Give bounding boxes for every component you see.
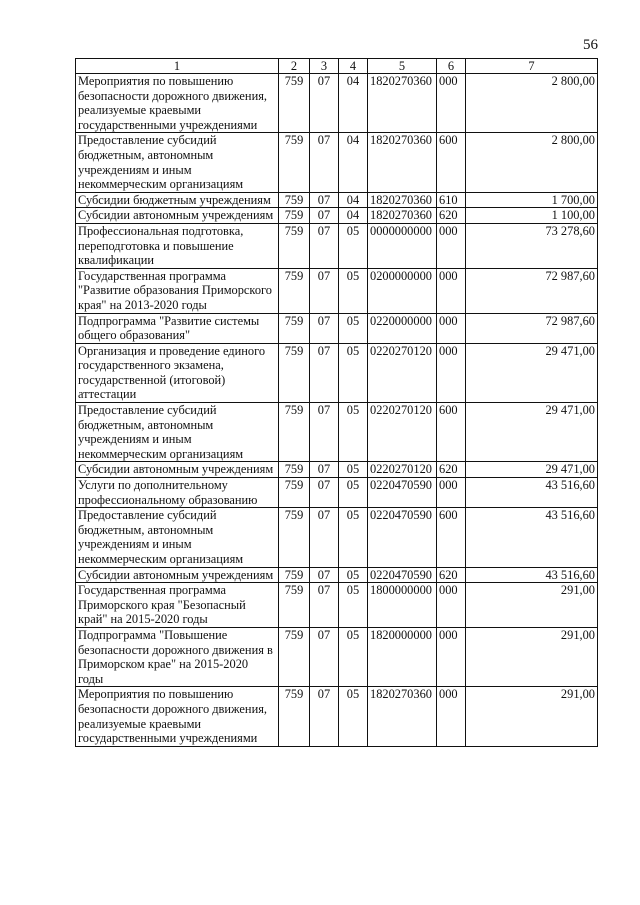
column-header: 3 [310,59,339,74]
cell-col6: 000 [437,343,466,402]
cell-col3: 07 [310,583,339,628]
table-row [76,478,598,508]
cell-col6: 620 [437,462,466,478]
cell-col3: 07 [310,508,339,567]
header-row [76,59,598,74]
table-row [76,462,598,478]
row-name: Предоставление субсидий бюджетным, автономным учреждениям и иным некоммерческим организациям [76,403,279,462]
row-amount: 72 987,60 [466,313,598,343]
cell-col4: 04 [339,74,368,133]
cell-col5: 0220470590 [368,478,437,508]
table-row [76,192,598,208]
row-amount: 291,00 [466,687,598,746]
cell-col4: 05 [339,583,368,628]
cell-col4: 04 [339,208,368,224]
cell-col6: 000 [437,583,466,628]
table-row [76,74,598,133]
row-amount: 43 516,60 [466,508,598,567]
cell-col6: 000 [437,268,466,313]
cell-col2: 759 [279,508,310,567]
table-body [76,74,598,747]
row-name: Субсидии бюджетным учреждениям [76,192,279,208]
row-name: Подпрограмма "Повышение безопасности дорожного движения в Приморском крае" на 2015-2020 годы [76,627,279,686]
cell-col5: 1820270360 [368,192,437,208]
row-name: Мероприятия по повышению безопасности дорожного движения, реализуемые краевыми государственными учреждениями [76,687,279,746]
cell-col5: 1820270360 [368,687,437,746]
cell-col6: 620 [437,208,466,224]
row-name: Государственная программа "Развитие образования Приморского края" на 2013-2020 годы [76,268,279,313]
cell-col3: 07 [310,627,339,686]
cell-col3: 07 [310,208,339,224]
cell-col6: 000 [437,627,466,686]
cell-col5: 0220470590 [368,567,437,583]
table-row [76,567,598,583]
cell-col3: 07 [310,192,339,208]
cell-col2: 759 [279,223,310,268]
row-amount: 1 100,00 [466,208,598,224]
table-row [76,687,598,746]
cell-col6: 000 [437,313,466,343]
cell-col3: 07 [310,268,339,313]
table-row [76,508,598,567]
cell-col4: 05 [339,462,368,478]
row-name: Предоставление субсидий бюджетным, автономным учреждениям и иным некоммерческим организациям [76,133,279,192]
cell-col5: 1820000000 [368,627,437,686]
row-amount: 72 987,60 [466,268,598,313]
cell-col4: 05 [339,343,368,402]
cell-col5: 0220270120 [368,462,437,478]
cell-col5: 0220470590 [368,508,437,567]
table-row [76,268,598,313]
row-name: Подпрограмма "Развитие системы общего образования" [76,313,279,343]
cell-col5: 1820270360 [368,133,437,192]
cell-col6: 600 [437,133,466,192]
row-name: Предоставление субсидий бюджетным, автономным учреждениям и иным некоммерческим организациям [76,508,279,567]
cell-col2: 759 [279,313,310,343]
cell-col2: 759 [279,133,310,192]
row-amount: 2 800,00 [466,74,598,133]
cell-col5: 1800000000 [368,583,437,628]
cell-col4: 05 [339,687,368,746]
cell-col2: 759 [279,627,310,686]
row-amount: 43 516,60 [466,478,598,508]
cell-col4: 05 [339,313,368,343]
row-name: Субсидии автономным учреждениям [76,567,279,583]
cell-col5: 0220000000 [368,313,437,343]
cell-col3: 07 [310,687,339,746]
cell-col2: 759 [279,74,310,133]
table-row [76,133,598,192]
cell-col5: 0220270120 [368,343,437,402]
cell-col6: 620 [437,567,466,583]
cell-col4: 05 [339,403,368,462]
cell-col2: 759 [279,462,310,478]
table-row [76,343,598,402]
cell-col3: 07 [310,462,339,478]
cell-col5: 0200000000 [368,268,437,313]
cell-col3: 07 [310,313,339,343]
column-header: 5 [368,59,437,74]
cell-col5: 1820270360 [368,208,437,224]
row-name: Услуги по дополнительному профессиональному образованию [76,478,279,508]
cell-col3: 07 [310,74,339,133]
cell-col4: 05 [339,627,368,686]
row-name: Субсидии автономным учреждениям [76,462,279,478]
table-row [76,627,598,686]
cell-col2: 759 [279,583,310,628]
cell-col5: 0220270120 [368,403,437,462]
column-header: 6 [437,59,466,74]
row-amount: 2 800,00 [466,133,598,192]
cell-col5: 0000000000 [368,223,437,268]
cell-col4: 05 [339,508,368,567]
column-header: 7 [466,59,598,74]
row-name: Профессиональная подготовка, переподготовка и повышение квалификации [76,223,279,268]
column-header: 1 [76,59,279,74]
cell-col3: 07 [310,343,339,402]
cell-col6: 000 [437,223,466,268]
cell-col2: 759 [279,268,310,313]
cell-col2: 759 [279,208,310,224]
cell-col2: 759 [279,403,310,462]
cell-col3: 07 [310,223,339,268]
cell-col2: 759 [279,687,310,746]
column-header: 2 [279,59,310,74]
cell-col2: 759 [279,192,310,208]
cell-col6: 000 [437,478,466,508]
cell-col4: 04 [339,133,368,192]
cell-col6: 610 [437,192,466,208]
row-name: Государственная программа Приморского края "Безопасный край" на 2015-2020 годы [76,583,279,628]
row-amount: 291,00 [466,627,598,686]
cell-col4: 05 [339,223,368,268]
table-row [76,403,598,462]
cell-col5: 1820270360 [368,74,437,133]
cell-col3: 07 [310,403,339,462]
cell-col4: 05 [339,567,368,583]
cell-col6: 600 [437,403,466,462]
row-amount: 29 471,00 [466,403,598,462]
row-name: Мероприятия по повышению безопасности дорожного движения, реализуемые краевыми государственными учреждениями [76,74,279,133]
cell-col4: 04 [339,192,368,208]
row-amount: 291,00 [466,583,598,628]
column-header: 4 [339,59,368,74]
table-row [76,583,598,628]
cell-col6: 000 [437,687,466,746]
row-amount: 43 516,60 [466,567,598,583]
row-name: Субсидии автономным учреждениям [76,208,279,224]
row-amount: 73 278,60 [466,223,598,268]
cell-col2: 759 [279,478,310,508]
cell-col3: 07 [310,478,339,508]
table-row [76,208,598,224]
cell-col4: 05 [339,268,368,313]
row-name: Организация и проведение единого государственного экзамена, государственной (итоговой) аттестации [76,343,279,402]
row-amount: 29 471,00 [466,462,598,478]
cell-col3: 07 [310,133,339,192]
cell-col2: 759 [279,567,310,583]
cell-col2: 759 [279,343,310,402]
table-row [76,313,598,343]
row-amount: 1 700,00 [466,192,598,208]
cell-col4: 05 [339,478,368,508]
budget-table [75,58,598,747]
cell-col6: 600 [437,508,466,567]
table-row [76,223,598,268]
page-number: 56 [583,37,598,53]
cell-col3: 07 [310,567,339,583]
row-amount: 29 471,00 [466,343,598,402]
cell-col6: 000 [437,74,466,133]
